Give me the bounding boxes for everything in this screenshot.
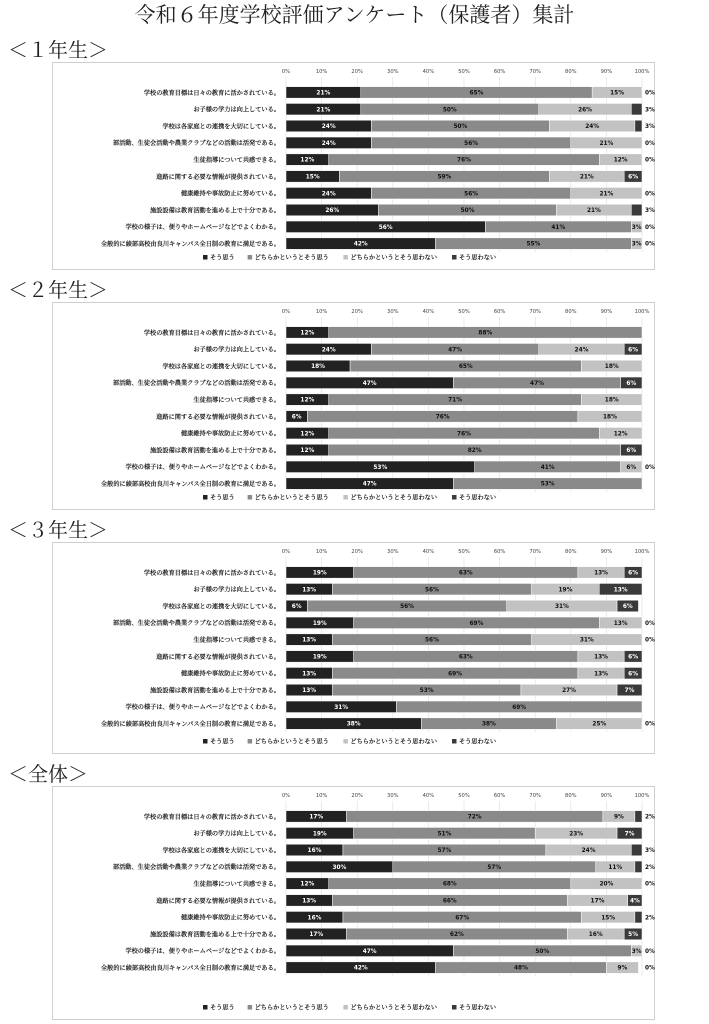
data-label: 3% bbox=[631, 241, 642, 248]
data-label: 15% bbox=[610, 90, 625, 97]
data-label: 24% bbox=[585, 124, 600, 131]
bar-segment bbox=[631, 844, 642, 856]
legend-swatch bbox=[248, 495, 253, 500]
data-label: 15% bbox=[601, 915, 616, 922]
data-label: 13% bbox=[302, 637, 317, 644]
legend-label: どちらかというとそう思う bbox=[254, 494, 329, 502]
category-label: 施設設備は教育活動を進める上で十分である。 bbox=[150, 687, 280, 695]
data-label: 76% bbox=[457, 431, 471, 438]
category-label: 全般的に綾部高校由良川キャンパス全日制の教育に満足である。 bbox=[100, 965, 280, 972]
data-label: 42% bbox=[353, 241, 368, 248]
data-label: 47% bbox=[530, 380, 544, 387]
page-title: 令和６年度学校評価アンケート（保護者）集計 bbox=[134, 3, 575, 27]
legend-swatch bbox=[452, 255, 457, 260]
data-label: 12% bbox=[613, 431, 628, 438]
x-tick-label: 20% bbox=[351, 793, 363, 799]
data-label: 21% bbox=[316, 107, 331, 114]
data-label: 6% bbox=[626, 380, 637, 387]
data-label: 69% bbox=[469, 620, 484, 627]
data-label: 21% bbox=[316, 90, 331, 97]
category-label: 学校は各家庭との連携を大切にしている。 bbox=[162, 363, 280, 371]
data-label: 26% bbox=[325, 208, 340, 215]
data-label: 53% bbox=[419, 688, 434, 695]
data-label: 17% bbox=[309, 814, 324, 821]
data-label: 23% bbox=[569, 831, 584, 838]
data-label: 48% bbox=[514, 965, 528, 972]
data-label: 62% bbox=[449, 932, 464, 939]
x-tick-label: 50% bbox=[458, 309, 470, 315]
category-label: 進路に関する必要な情報が提供されている。 bbox=[156, 897, 280, 905]
data-label: 13% bbox=[594, 570, 609, 577]
data-label: 18% bbox=[311, 364, 325, 371]
data-label: 2% bbox=[645, 915, 655, 922]
data-label: 41% bbox=[540, 464, 555, 471]
x-tick-label: 100% bbox=[634, 309, 650, 315]
chart-grade1-svg bbox=[53, 63, 656, 271]
legend-label: そう思わない bbox=[459, 254, 497, 262]
data-label: 6% bbox=[291, 414, 302, 421]
legend-swatch bbox=[452, 1005, 457, 1010]
legend-label: そう思う bbox=[210, 738, 235, 746]
data-label: 53% bbox=[373, 464, 388, 471]
category-label: 施設設備は教育活動を進める上で十分である。 bbox=[150, 931, 280, 939]
legend-swatch bbox=[343, 495, 348, 500]
x-tick-label: 50% bbox=[458, 549, 470, 555]
x-tick-label: 90% bbox=[600, 793, 613, 799]
x-tick-label: 80% bbox=[565, 309, 577, 315]
x-tick-label: 60% bbox=[493, 793, 506, 799]
data-label: 12% bbox=[300, 397, 315, 404]
category-label: 全般的に綾部高校由良川キャンパス全日制の教育に満足である。 bbox=[100, 241, 280, 248]
x-tick-label: 80% bbox=[565, 549, 577, 555]
data-label: 12% bbox=[300, 448, 315, 455]
category-label: 健康維持や事故防止に努めている。 bbox=[181, 914, 280, 922]
chart-grade2 bbox=[52, 302, 655, 510]
data-label: 3% bbox=[631, 948, 642, 955]
category-label: 生徒指導について共感できる。 bbox=[193, 397, 280, 404]
data-label: 7% bbox=[624, 688, 635, 695]
bar-segment bbox=[631, 103, 642, 115]
legend-label: どちらかというとそう思わない bbox=[350, 254, 438, 262]
category-label: 健康維持や事故防止に努めている。 bbox=[181, 190, 280, 198]
data-label: 6% bbox=[628, 671, 639, 678]
data-label: 19% bbox=[312, 654, 327, 661]
data-label: 12% bbox=[613, 157, 628, 164]
data-label: 0% bbox=[645, 224, 655, 231]
data-label: 11% bbox=[608, 864, 623, 871]
data-label: 65% bbox=[469, 90, 484, 97]
x-tick-label: 10% bbox=[315, 69, 328, 75]
data-label: 56% bbox=[425, 637, 439, 644]
x-tick-label: 0% bbox=[281, 793, 291, 799]
legend-label: どちらかというとそう思う bbox=[254, 738, 329, 746]
category-label: 学校の教育目標は日々の教育に活かされている。 bbox=[143, 329, 280, 337]
data-label: 19% bbox=[312, 831, 327, 838]
data-label: 13% bbox=[613, 620, 628, 627]
data-label: 65% bbox=[458, 364, 473, 371]
data-label: 0% bbox=[645, 157, 655, 164]
data-label: 21% bbox=[586, 208, 601, 215]
data-label: 24% bbox=[321, 347, 336, 354]
legend-label: どちらかというとそう思わない bbox=[350, 738, 438, 746]
data-label: 6% bbox=[628, 347, 639, 354]
x-tick-label: 100% bbox=[634, 549, 650, 555]
legend-swatch bbox=[203, 495, 208, 500]
x-tick-label: 100% bbox=[634, 69, 650, 75]
category-label: 学校の教育目標は日々の教育に活かされている。 bbox=[143, 89, 280, 97]
data-label: 21% bbox=[579, 174, 594, 181]
section-title-grade1: ＜１年生＞ bbox=[8, 38, 108, 62]
category-label: 学校の様子は、便りやホームページなどでよくわかる。 bbox=[125, 464, 280, 472]
x-tick-label: 80% bbox=[565, 793, 577, 799]
data-label: 16% bbox=[588, 932, 603, 939]
data-label: 18% bbox=[604, 397, 619, 404]
chart-grade3-svg bbox=[53, 543, 656, 755]
legend-label: そう思わない bbox=[459, 494, 497, 502]
data-label: 47% bbox=[362, 380, 377, 387]
data-label: 56% bbox=[378, 224, 393, 231]
category-label: お子様の学力は向上している。 bbox=[193, 830, 280, 838]
data-label: 0% bbox=[645, 881, 655, 888]
data-label: 0% bbox=[645, 965, 655, 972]
x-tick-label: 90% bbox=[600, 549, 613, 555]
data-label: 7% bbox=[624, 831, 635, 838]
data-label: 56% bbox=[425, 587, 439, 594]
legend-swatch bbox=[343, 739, 348, 744]
category-label: 健康維持や事故防止に努めている。 bbox=[181, 670, 280, 678]
category-label: 全般的に綾部高校由良川キャンパス全日制の教育に満足である。 bbox=[100, 481, 280, 488]
data-label: 3% bbox=[645, 124, 655, 131]
data-label: 0% bbox=[645, 140, 655, 147]
category-label: 部活動、生徒会活動や農業クラブなどの活動は活発である。 bbox=[112, 620, 280, 628]
data-label: 3% bbox=[645, 208, 655, 215]
category-label: 健康維持や事故防止に努めている。 bbox=[181, 430, 280, 438]
data-label: 72% bbox=[467, 814, 482, 821]
data-label: 0% bbox=[645, 620, 655, 627]
legend-label: そう思わない bbox=[459, 738, 497, 746]
data-label: 6% bbox=[622, 604, 633, 611]
data-label: 19% bbox=[558, 587, 573, 594]
legend-label: どちらかというとそう思わない bbox=[350, 494, 438, 502]
data-label: 57% bbox=[437, 848, 452, 855]
legend-swatch bbox=[203, 1005, 208, 1010]
data-label: 55% bbox=[526, 241, 541, 248]
data-label: 0% bbox=[645, 721, 655, 728]
data-label: 26% bbox=[578, 107, 592, 114]
chart-grade2-svg bbox=[53, 303, 656, 511]
data-label: 56% bbox=[464, 140, 479, 147]
chart-grade3 bbox=[52, 542, 655, 754]
category-label: 学校は各家庭との連携を大切にしている。 bbox=[162, 847, 280, 855]
category-label: 施設設備は教育活動を進める上で十分である。 bbox=[150, 447, 280, 455]
x-tick-label: 40% bbox=[422, 549, 435, 555]
data-label: 50% bbox=[453, 124, 468, 131]
category-label: 部活動、生徒会活動や農業クラブなどの活動は活発である。 bbox=[112, 140, 280, 148]
data-label: 9% bbox=[613, 814, 624, 821]
legend-swatch bbox=[248, 255, 253, 260]
x-tick-label: 40% bbox=[422, 309, 435, 315]
section-title-grade3: ＜３年生＞ bbox=[8, 518, 108, 542]
x-tick-label: 70% bbox=[529, 309, 541, 315]
x-tick-label: 30% bbox=[387, 309, 399, 315]
category-label: 学校は各家庭との連携を大切にしている。 bbox=[162, 603, 280, 611]
legend-swatch bbox=[203, 739, 208, 744]
data-label: 53% bbox=[540, 481, 555, 488]
category-label: 生徒指導について共感できる。 bbox=[193, 157, 280, 164]
data-label: 6% bbox=[626, 448, 637, 455]
data-label: 17% bbox=[590, 898, 605, 905]
data-label: 27% bbox=[562, 688, 576, 695]
x-tick-label: 10% bbox=[315, 793, 328, 799]
data-label: 6% bbox=[628, 570, 639, 577]
x-tick-label: 60% bbox=[493, 309, 506, 315]
data-label: 0% bbox=[645, 637, 655, 644]
data-label: 2% bbox=[645, 814, 655, 821]
data-label: 13% bbox=[594, 671, 609, 678]
legend-label: どちらかというとそう思わない bbox=[350, 1004, 438, 1012]
data-label: 82% bbox=[467, 448, 482, 455]
data-label: 16% bbox=[307, 848, 322, 855]
data-label: 20% bbox=[599, 881, 614, 888]
category-label: 学校は各家庭との連携を大切にしている。 bbox=[162, 123, 280, 131]
category-label: お子様の学力は向上している。 bbox=[193, 346, 280, 354]
data-label: 5% bbox=[628, 932, 639, 939]
x-tick-label: 60% bbox=[493, 549, 506, 555]
x-tick-label: 20% bbox=[351, 309, 363, 315]
data-label: 3% bbox=[631, 224, 642, 231]
data-label: 69% bbox=[512, 704, 527, 711]
data-label: 30% bbox=[332, 864, 347, 871]
data-label: 21% bbox=[599, 140, 614, 147]
x-tick-label: 30% bbox=[387, 69, 399, 75]
x-tick-label: 90% bbox=[600, 69, 613, 75]
data-label: 19% bbox=[312, 620, 327, 627]
data-label: 38% bbox=[481, 721, 496, 728]
x-tick-label: 70% bbox=[529, 793, 541, 799]
section-title-overall: ＜全体＞ bbox=[8, 762, 88, 786]
data-label: 3% bbox=[645, 848, 655, 855]
data-label: 38% bbox=[346, 721, 361, 728]
legend-label: そう思わない bbox=[459, 1004, 497, 1012]
x-tick-label: 0% bbox=[281, 549, 291, 555]
x-tick-label: 30% bbox=[387, 793, 399, 799]
data-label: 13% bbox=[594, 654, 609, 661]
data-label: 24% bbox=[321, 124, 336, 131]
x-tick-label: 40% bbox=[422, 69, 435, 75]
data-label: 0% bbox=[645, 241, 655, 248]
data-label: 9% bbox=[617, 965, 628, 972]
data-label: 56% bbox=[464, 191, 479, 198]
data-label: 56% bbox=[400, 604, 414, 611]
category-label: 部活動、生徒会活動や農業クラブなどの活動は活発である。 bbox=[112, 864, 280, 872]
category-label: 学校の様子は、便りやホームページなどでよくわかる。 bbox=[125, 948, 280, 956]
legend-label: どちらかというとそう思う bbox=[254, 254, 329, 262]
legend-swatch bbox=[343, 255, 348, 260]
data-label: 6% bbox=[628, 174, 639, 181]
data-label: 76% bbox=[457, 157, 471, 164]
data-label: 59% bbox=[437, 174, 452, 181]
x-tick-label: 70% bbox=[529, 549, 541, 555]
data-label: 76% bbox=[435, 414, 450, 421]
data-label: 88% bbox=[478, 330, 493, 337]
data-label: 0% bbox=[645, 191, 655, 198]
data-label: 47% bbox=[362, 948, 377, 955]
data-label: 13% bbox=[302, 587, 317, 594]
legend-label: そう思う bbox=[210, 254, 235, 262]
category-label: 学校の様子は、便りやホームページなどでよくわかる。 bbox=[125, 224, 280, 232]
data-label: 50% bbox=[442, 107, 457, 114]
x-tick-label: 30% bbox=[387, 549, 399, 555]
data-label: 31% bbox=[334, 704, 349, 711]
legend-swatch bbox=[248, 1005, 253, 1010]
category-label: お子様の学力は向上している。 bbox=[193, 106, 280, 114]
data-label: 63% bbox=[458, 654, 473, 661]
data-label: 4% bbox=[629, 898, 640, 905]
data-label: 69% bbox=[448, 671, 463, 678]
category-label: 全般的に綾部高校由良川キャンパス全日制の教育に満足である。 bbox=[100, 721, 280, 728]
data-label: 41% bbox=[551, 224, 566, 231]
data-label: 24% bbox=[321, 140, 336, 147]
category-label: 施設設備は教育活動を進める上で十分である。 bbox=[150, 207, 280, 215]
bar-segment bbox=[635, 811, 642, 823]
data-label: 15% bbox=[305, 174, 320, 181]
data-label: 13% bbox=[302, 671, 317, 678]
data-label: 19% bbox=[312, 570, 327, 577]
data-label: 17% bbox=[309, 932, 324, 939]
x-tick-label: 50% bbox=[458, 69, 470, 75]
data-label: 12% bbox=[300, 330, 315, 337]
data-label: 0% bbox=[645, 948, 655, 955]
data-label: 66% bbox=[442, 898, 457, 905]
legend-label: どちらかというとそう思う bbox=[254, 1004, 329, 1012]
chart-overall-svg bbox=[53, 787, 656, 1021]
chart-overall bbox=[52, 786, 655, 1020]
bar-segment bbox=[631, 204, 642, 216]
data-label: 68% bbox=[442, 881, 457, 888]
data-label: 13% bbox=[302, 688, 317, 695]
x-tick-label: 50% bbox=[458, 793, 470, 799]
category-label: 進路に関する必要な情報が提供されている。 bbox=[156, 173, 280, 181]
data-label: 47% bbox=[362, 481, 377, 488]
legend-swatch bbox=[203, 255, 208, 260]
data-label: 12% bbox=[300, 431, 315, 438]
legend-label: そう思う bbox=[210, 494, 235, 502]
category-label: お子様の学力は向上している。 bbox=[193, 586, 280, 594]
legend-label: そう思う bbox=[210, 1004, 235, 1012]
x-tick-label: 80% bbox=[565, 69, 577, 75]
x-tick-label: 0% bbox=[281, 69, 291, 75]
data-label: 24% bbox=[574, 347, 589, 354]
category-label: 学校の教育目標は日々の教育に活かされている。 bbox=[143, 569, 280, 577]
x-tick-label: 60% bbox=[493, 69, 506, 75]
data-label: 3% bbox=[645, 107, 655, 114]
data-label: 21% bbox=[599, 191, 614, 198]
data-label: 63% bbox=[458, 570, 473, 577]
legend-swatch bbox=[248, 739, 253, 744]
data-label: 0% bbox=[645, 90, 655, 97]
data-label: 25% bbox=[592, 721, 607, 728]
data-label: 24% bbox=[581, 848, 596, 855]
x-tick-label: 10% bbox=[315, 309, 328, 315]
legend-swatch bbox=[452, 495, 457, 500]
legend-swatch bbox=[452, 739, 457, 744]
bar-segment bbox=[635, 911, 642, 923]
x-tick-label: 10% bbox=[315, 549, 328, 555]
x-tick-label: 0% bbox=[281, 309, 291, 315]
data-label: 24% bbox=[321, 191, 336, 198]
data-label: 31% bbox=[554, 604, 569, 611]
x-tick-label: 100% bbox=[634, 793, 650, 799]
x-tick-label: 40% bbox=[422, 793, 435, 799]
category-label: 学校の様子は、便りやホームページなどでよくわかる。 bbox=[125, 704, 280, 712]
x-tick-label: 20% bbox=[351, 69, 363, 75]
data-label: 12% bbox=[300, 157, 315, 164]
data-label: 50% bbox=[535, 948, 550, 955]
data-label: 0% bbox=[645, 464, 655, 471]
data-label: 13% bbox=[613, 587, 628, 594]
category-label: 学校の教育目標は日々の教育に活かされている。 bbox=[143, 813, 280, 821]
category-label: 進路に関する必要な情報が提供されている。 bbox=[156, 413, 280, 421]
data-label: 13% bbox=[302, 898, 317, 905]
data-label: 71% bbox=[448, 397, 463, 404]
data-label: 6% bbox=[628, 654, 639, 661]
category-label: 生徒指導について共感できる。 bbox=[193, 881, 280, 888]
data-label: 47% bbox=[448, 347, 463, 354]
data-label: 31% bbox=[579, 637, 594, 644]
bar-segment bbox=[635, 120, 642, 132]
data-label: 6% bbox=[291, 604, 302, 611]
category-label: 生徒指導について共感できる。 bbox=[193, 637, 280, 644]
data-label: 42% bbox=[353, 965, 368, 972]
x-tick-label: 90% bbox=[600, 309, 613, 315]
data-label: 67% bbox=[455, 915, 470, 922]
chart-grade1 bbox=[52, 62, 655, 270]
section-title-grade2: ＜２年生＞ bbox=[8, 278, 108, 302]
x-tick-label: 20% bbox=[351, 549, 363, 555]
bar-segment bbox=[635, 861, 642, 873]
data-label: 50% bbox=[460, 208, 475, 215]
category-label: 進路に関する必要な情報が提供されている。 bbox=[156, 653, 280, 661]
data-label: 18% bbox=[603, 414, 617, 421]
x-tick-label: 70% bbox=[529, 69, 541, 75]
data-label: 6% bbox=[626, 464, 637, 471]
data-label: 2% bbox=[645, 864, 655, 871]
data-label: 57% bbox=[487, 864, 502, 871]
data-label: 18% bbox=[604, 364, 619, 371]
legend-swatch bbox=[343, 1005, 348, 1010]
data-label: 12% bbox=[300, 881, 315, 888]
data-label: 51% bbox=[437, 831, 452, 838]
category-label: 部活動、生徒会活動や農業クラブなどの活動は活発である。 bbox=[112, 380, 280, 388]
data-label: 16% bbox=[307, 915, 322, 922]
